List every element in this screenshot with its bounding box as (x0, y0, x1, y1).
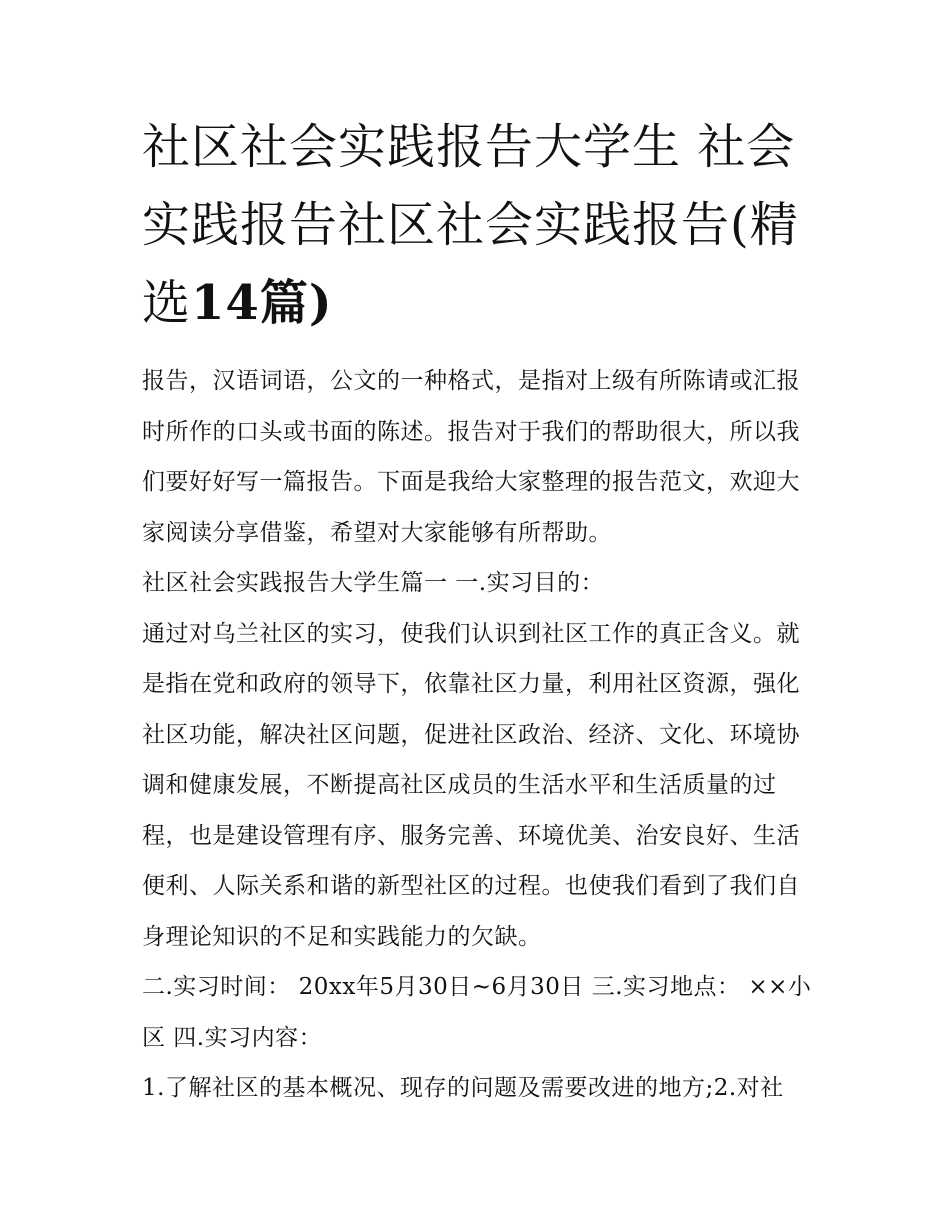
document-page (142, 108, 814, 1114)
title-number-run: 14篇) (191, 275, 333, 331)
section-heading-paragraph: 社区社会实践报告大学生篇一 一.实习目的： (142, 570, 605, 596)
purpose-paragraph: 通过对乌兰社区的实习，使我们认识到社区工作的真正含义。就是指在党和政府的领导下，依靠社区力量，利用社区资源，强化社区功能，解决社区问题，促进社区政治、经济、文化、环境协调和健康发展，不断提高社区成员的生活水平和生活质量的过程，也是建设管理有序、服务完善、环境优美、治安良好、生活便利、人际关系和谐的新型社区的过程。也使我们看到了我们自身理论知识的不足和实践能力的欠缺。 (142, 620, 800, 950)
intro-paragraph: 报告，汉语词语，公文的一种格式，是指对上级有所陈请或汇报时所作的口头或书面的陈述。报告对于我们的帮助很大，所以我们要好好写一篇报告。下面是我给大家整理的报告范文，欢迎大家阅读分享借鉴，希望对大家能够有所帮助。 (142, 368, 800, 546)
document-title: 社区社会实践报告大学生 社会实践报告社区社会实践报告(精选14篇) (142, 119, 799, 331)
time-location-paragraph: 二.实习时间： 20xx年5月30日~6月30日 三.实习地点： ××小区 四.实习内容： (142, 974, 812, 1051)
content-list-paragraph: 1.了解社区的基本概况、现存的问题及需要改进的地方;2.对社 (142, 1075, 784, 1101)
